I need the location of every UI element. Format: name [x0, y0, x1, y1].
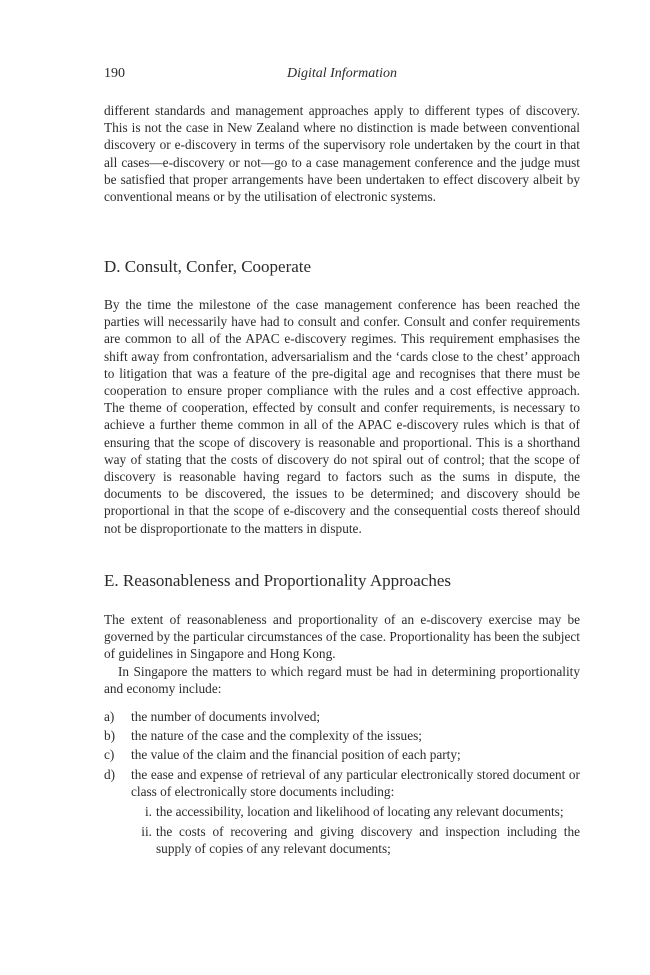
paragraph-text: By the time the milestone of the case management conference has been reached the parties will necessarily have had to consult and confer. Consult and confer requirements are common to all of the APAC e-discovery regimes. This requirement emphasises the shift away from confrontation, adversarialism and the ‘cards close to the chest’ approach to litigation that was a feature of the pre-digital age and recognises that there must be cooperation to ensure proper compliance with the rules and a cost effective approach. The theme of cooperation, effected by consult and confer requirements, is necessary to achieve a further theme common in all of the APAC e-discovery rules which is that of ensuring that the scope of discovery is reasonable and proportional. This is a shorthand way of stating that the costs of discovery do not spiral out of control; that the scope of discovery is reasonable having regard to factors such as the sums in dispute, the documents to be discovered, the issues to be determined; and discovery should be proportional in that the scope of e-discovery and the consequential costs thereof should not be disproportionate to the matters in dispute.: [104, 297, 580, 536]
page-number: 190: [104, 66, 125, 81]
factors-list: [104, 708, 580, 802]
list-item-text: the value of the claim and the financial position of each party;: [131, 747, 461, 763]
paragraph-consult-confer: [104, 296, 580, 537]
sublist-item: [132, 823, 580, 857]
list-marker: d): [104, 766, 116, 782]
list-item-text: the number of documents involved;: [131, 709, 321, 724]
paragraph-proportionality: [104, 611, 580, 697]
section-heading-d: D. Consult, Confer, Cooperate: [104, 257, 312, 276]
paragraph-singapore: In Singapore the matters to which regard must be had in determining proportionality and economy include:: [104, 663, 580, 696]
list-item-text: the nature of the case and the complexity of the issues;: [131, 728, 422, 744]
list-item: [104, 746, 580, 763]
running-title: Digital Information: [286, 66, 398, 81]
sublist-marker: ii.: [141, 824, 152, 840]
list-marker: b): [104, 728, 116, 744]
sublist-item: [132, 803, 580, 820]
sublist-item-text: the costs of recovering and giving discovery and inspection including the supply of copies of any relevant documents;: [156, 824, 580, 857]
paragraph-text: The extent of reasonableness and proportionality of an e-discovery exercise may be governed by the particular circumstances of the case. Proportionality has been the subject of guidelines in Singapore and Hong Kong.: [104, 612, 580, 662]
running-head: [104, 66, 580, 86]
paragraph-continued: [104, 102, 580, 205]
list-item: [104, 766, 580, 800]
retrieval-sublist: [132, 803, 580, 861]
list-item: [104, 727, 580, 744]
list-marker: a): [104, 709, 115, 724]
section-heading-e: E. Reasonableness and Proportionality Approaches: [104, 571, 452, 590]
list-marker: c): [104, 747, 115, 763]
paragraph-text: different standards and management approaches apply to different types of discovery. This is not the case in New Zealand where no distinction is made between conventional discovery or e-discovery in terms of the supervisory role undertaken by the court in that all cases—e-discovery or not—go to a case management conference and the judge must be satisfied that proper arrangements have been undertaken to effect discovery albeit by conventional means or by the utilisation of electronic systems.: [104, 103, 580, 205]
sublist-marker: i.: [144, 804, 152, 819]
list-item: [104, 708, 580, 725]
list-item-text: the ease and expense of retrieval of any particular electronically stored document or class of electronically store documents including:: [131, 766, 580, 799]
sublist-item-text: the accessibility, location and likelihood of locating any relevant documents;: [156, 804, 564, 819]
